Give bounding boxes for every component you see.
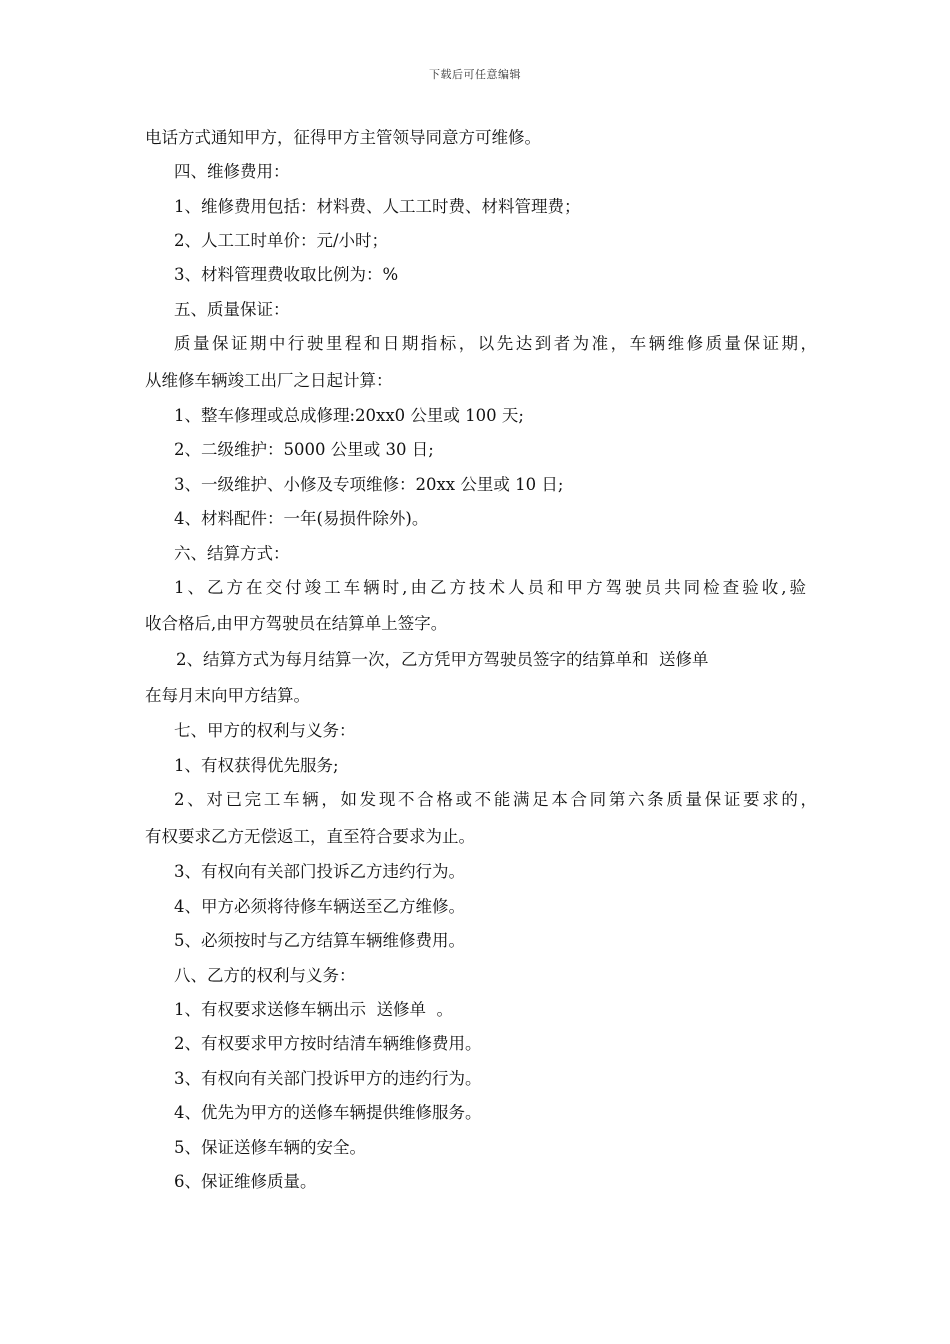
- paragraph-line: 5、保证送修车辆的安全。: [174, 1138, 366, 1157]
- page-header: 下载后可任意编辑: [429, 68, 521, 81]
- paragraph-line: 3、有权向有关部门投诉甲方的违约行为。: [174, 1069, 482, 1088]
- paragraph-line: 1、整车修理或总成修理:20xx0 公里或 100 天;: [174, 406, 524, 425]
- paragraph-line: 1、维修费用包括：材料费、人工工时费、材料管理费；: [174, 197, 581, 216]
- paragraph-line: 2、结算方式为每月结算一次，乙方凭甲方驾驶员签字的结算单和 送修单: [176, 650, 709, 669]
- section-heading: 七、甲方的权利与义务：: [174, 721, 356, 740]
- paragraph-line: 1、有权要求送修车辆出示 送修单 。: [174, 1000, 453, 1019]
- section-heading: 五、质量保证：: [174, 300, 290, 319]
- paragraph-line: 3、材料管理费收取比例为：%: [174, 265, 399, 284]
- section-heading: 六、结算方式：: [174, 544, 290, 563]
- paragraph-line: 收合格后,由甲方驾驶员在结算单上签字。: [145, 614, 448, 633]
- section-heading: 八、乙方的权利与义务：: [174, 966, 356, 985]
- paragraph-line: 2、有权要求甲方按时结清车辆维修费用。: [174, 1034, 482, 1053]
- section-heading: 四、维修费用：: [174, 162, 290, 181]
- paragraph-line: 4、甲方必须将待修车辆送至乙方维修。: [174, 897, 465, 916]
- paragraph-line: 6、保证维修质量。: [174, 1172, 317, 1191]
- paragraph-line: 3、一级维护、小修及专项维修：20xx 公里或 10 日;: [174, 475, 564, 494]
- paragraph-line: 在每月末向甲方结算。: [145, 686, 310, 705]
- paragraph-line: 4、优先为甲方的送修车辆提供维修服务。: [174, 1103, 482, 1122]
- paragraph-line: 2、人工工时单价：元/小时；: [174, 231, 389, 250]
- paragraph-line: 3、有权向有关部门投诉乙方违约行为。: [174, 862, 465, 881]
- paragraph-line: 4、材料配件：一年(易损件除外)。: [174, 509, 429, 528]
- paragraph-line: 质量保证期中行驶里程和日期指标，以先达到者为准，车辆维修质量保证期，: [174, 334, 817, 353]
- paragraph-line: 从维修车辆竣工出厂之日起计算：: [145, 371, 393, 390]
- paragraph-line: 2、二级维护：5000 公里或 30 日;: [174, 440, 434, 459]
- paragraph-line: 电话方式通知甲方，征得甲方主管领导同意方可维修。: [145, 128, 541, 147]
- paragraph-line: 2、对已完工车辆，如发现不合格或不能满足本合同第六条质量保证要求的，: [174, 790, 817, 809]
- paragraph-line: 1、乙方在交付竣工车辆时,由乙方技术人员和甲方驾驶员共同检查验收,验: [174, 578, 806, 597]
- paragraph-line: 有权要求乙方无偿返工，直至符合要求为止。: [145, 827, 475, 846]
- paragraph-line: 1、有权获得优先服务;: [174, 756, 339, 775]
- paragraph-line: 5、必须按时与乙方结算车辆维修费用。: [174, 931, 465, 950]
